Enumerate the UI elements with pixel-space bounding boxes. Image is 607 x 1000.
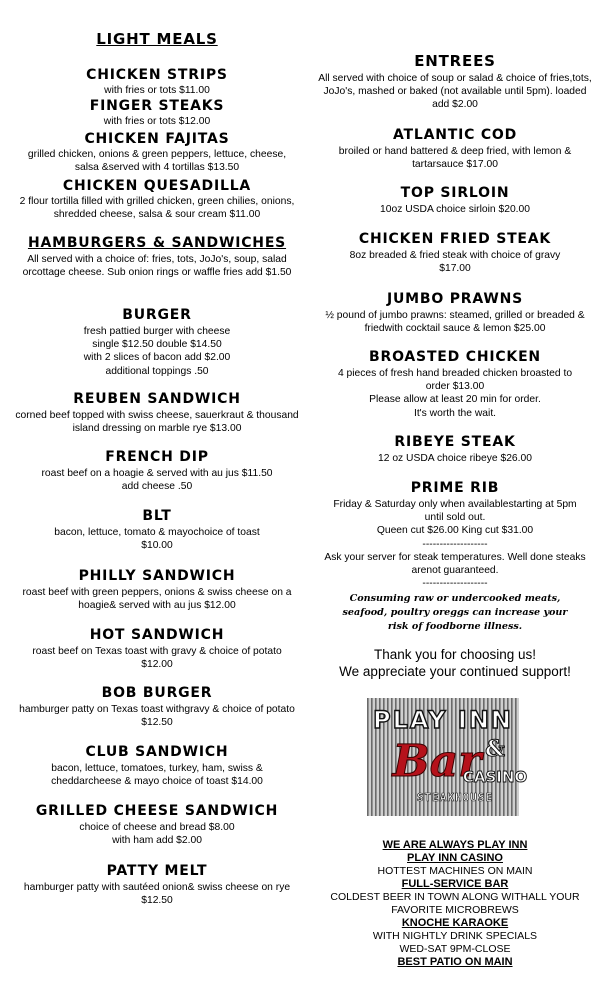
menu-item-blt (14, 507, 300, 552)
menu-item-hot-sandwich (14, 626, 300, 671)
logo-right-text: CASINO (462, 768, 528, 786)
foodborne-warning: Consuming raw or undercooked meats, seafood, poultry oreggs can increase your risk of foodborne illness. (342, 593, 568, 633)
item-desc: 12 oz USDA choice ribeye $26.00 (378, 453, 532, 464)
menu-item-reuben (14, 390, 300, 435)
item-name: PRIME RIB (410, 480, 500, 496)
hamburgers-intro: All served with a choice of: fries, tots, JoJo's, soup, salad orcottage cheese. Sub onion rings or waffle fries add $1.50 (22, 254, 292, 279)
item-name: REUBEN SANDWICH (73, 391, 241, 407)
item-desc: 10oz USDA choice sirloin $20.00 (380, 204, 530, 215)
logo-bottom-text: STEAKHOUSE (416, 791, 494, 804)
item-desc: with fries or tots $11.00 (104, 85, 210, 96)
divider: ------------------- (422, 578, 488, 590)
menu-item-grilled-cheese (14, 802, 300, 847)
entree-chicken-fried-steak (315, 230, 595, 275)
item-desc: corned beef topped with swiss cheese, sauerkraut & thousand island dressing on marble rye $13.00 (15, 410, 299, 435)
item-name: RIBEYE STEAK (394, 434, 516, 450)
item-name: BURGER (122, 307, 192, 323)
item-name: CHICKEN QUESADILLA (62, 178, 252, 194)
divider: ------------------- (422, 538, 488, 550)
item-name: CLUB SANDWICH (85, 744, 229, 760)
menu-item-chicken-fajitas (14, 130, 300, 174)
entree-ribeye (315, 433, 595, 465)
item-line: bacon, lettuce, tomato & mayochoice of toast (54, 527, 260, 538)
item-name: BOB BURGER (101, 685, 213, 701)
item-name: PHILLY SANDWICH (78, 568, 236, 584)
logo-amp: & (485, 736, 505, 762)
thanks-line-2: We appreciate your continued support! (339, 664, 571, 679)
promo-bar-text: COLDEST BEER IN TOWN ALONG WITHALL YOUR FAVORITE MICROBREWS (330, 891, 580, 916)
item-name: ATLANTIC COD (392, 127, 518, 143)
item-line: additional toppings .50 (105, 365, 209, 377)
item-desc: hamburger patty with sautéed onion& swiss cheese on rye $12.50 (23, 882, 291, 907)
promo-karaoke-text-2: WED-SAT 9PM-CLOSE (399, 943, 511, 955)
item-desc: hamburger patty on Texas toast withgravy & choice of potato $12.50 (19, 704, 295, 729)
play-inn-logo (367, 698, 528, 816)
promo-karaoke-text-1: WITH NIGHTLY DRINK SPECIALS (372, 930, 538, 942)
promo-bar-title: FULL-SERVICE BAR (401, 878, 509, 890)
item-name: CHICKEN FAJITAS (84, 131, 230, 147)
logo-script-text: Bar (392, 736, 482, 787)
item-desc: roast beef on Texas toast with gravy & choice of potato $12.00 (32, 646, 282, 671)
item-line: 4 pieces of fresh hand breaded chicken broasted to order $13.00 (337, 368, 573, 393)
promo-header: WE ARE ALWAYS PLAY INN (382, 839, 528, 851)
item-name: CHICKEN STRIPS (86, 67, 228, 83)
entree-atlantic-cod (315, 126, 595, 171)
item-desc: roast beef with green peppers, onions & swiss cheese on a hoagie& served with au jus $12.00 (22, 587, 292, 612)
item-line: Queen cut $26.00 King cut $31.00 (376, 525, 534, 537)
promo-block (315, 839, 595, 969)
steak-note: Ask your server for steak temperatures. Well done steaks arenot guaranteed. (324, 551, 586, 577)
entrees-intro: All served with choice of soup or salad & choice of fries,tots, JoJo's, mashed or baked (not available until 5pm). loaded add $2.00 (318, 73, 592, 111)
logo-graphic (367, 698, 528, 816)
item-line: with 2 slices of bacon add $2.00 (83, 352, 231, 364)
thanks-line-1: Thank you for choosing us! (373, 647, 537, 662)
item-name: HOT SANDWICH (89, 627, 225, 643)
item-name: BROASTED CHICKEN (369, 349, 541, 365)
item-line: It's worth the wait. (413, 407, 497, 419)
entree-jumbo-prawns (315, 290, 595, 335)
item-name: FINGER STEAKS (89, 98, 225, 114)
item-desc: ½ pound of jumbo prawns: steamed, grilled or breaded & friedwith cocktail sauce & lemon $25.00 (325, 310, 585, 335)
entree-broasted-chicken (315, 348, 595, 420)
item-line: Please allow at least 20 min for order. (369, 394, 541, 406)
logo-top-text: PLAY INN (373, 706, 513, 734)
item-line: add cheese .50 (121, 481, 193, 493)
menu-item-french-dip (14, 448, 300, 493)
menu-item-philly (14, 567, 300, 612)
item-desc: grilled chicken, onions & green peppers, lettuce, cheese, salsa &served with 4 tortillas $13.50 (27, 149, 287, 174)
menu-item-club-sandwich (14, 743, 300, 788)
item-name: FRENCH DIP (105, 449, 209, 465)
entree-prime-rib (315, 479, 595, 634)
item-name: GRILLED CHEESE SANDWICH (35, 803, 279, 819)
menu-item-chicken-quesadilla (14, 177, 300, 221)
item-name: BLT (142, 508, 172, 524)
promo-patio: BEST PATIO ON MAIN (397, 956, 513, 968)
item-line: fresh pattied burger with cheese (83, 326, 231, 337)
promo-karaoke-title: KNOCHE KARAOKE (401, 917, 509, 929)
item-desc: 2 flour tortilla filled with grilled chicken, green chilies, onions, shredded cheese, salsa & sour cream $11.00 (19, 196, 295, 221)
item-line: Friday & Saturday only when availablestarting at 5pm until sold out. (333, 499, 577, 524)
item-line: with ham add $2.00 (112, 835, 202, 847)
item-desc: bacon, lettuce, tomatoes, turkey, ham, swiss & cheddarcheese & mayo choice of toast $14.00 (51, 763, 263, 788)
item-line: $10.00 (141, 540, 173, 552)
menu-item-burger (14, 306, 300, 378)
entree-top-sirloin (315, 184, 595, 216)
menu-item-chicken-strips (14, 66, 300, 97)
promo-casino-text: HOTTEST MACHINES ON MAIN (377, 865, 533, 877)
item-line: choice of cheese and bread $8.00 (79, 822, 235, 833)
thank-you (315, 646, 595, 680)
item-desc: with fries or tots $12.00 (103, 116, 211, 127)
light-meals-heading: LIGHT MEALS (96, 30, 218, 48)
menu-item-finger-steaks (14, 97, 300, 128)
entrees-heading: ENTREES (414, 52, 496, 70)
item-desc: 8oz breaded & fried steak with choice of gravy $17.00 (349, 250, 561, 275)
hamburgers-heading: HAMBURGERS & SANDWICHES (27, 235, 287, 251)
item-desc: broiled or hand battered & deep fried, with lemon & tartarsauce $17.00 (338, 146, 572, 171)
promo-casino-title: PLAY INN CASINO (407, 852, 503, 864)
item-line: roast beef on a hoagie & served with au jus $11.50 (41, 468, 273, 479)
item-name: TOP SIRLOIN (400, 185, 510, 201)
menu-item-patty-melt (14, 862, 300, 907)
menu-item-bob-burger (14, 684, 300, 729)
item-name: JUMBO PRAWNS (386, 291, 524, 307)
item-name: PATTY MELT (106, 863, 208, 879)
item-line: single $12.50 double $14.50 (92, 339, 222, 351)
item-name: CHICKEN FRIED STEAK (358, 231, 552, 247)
